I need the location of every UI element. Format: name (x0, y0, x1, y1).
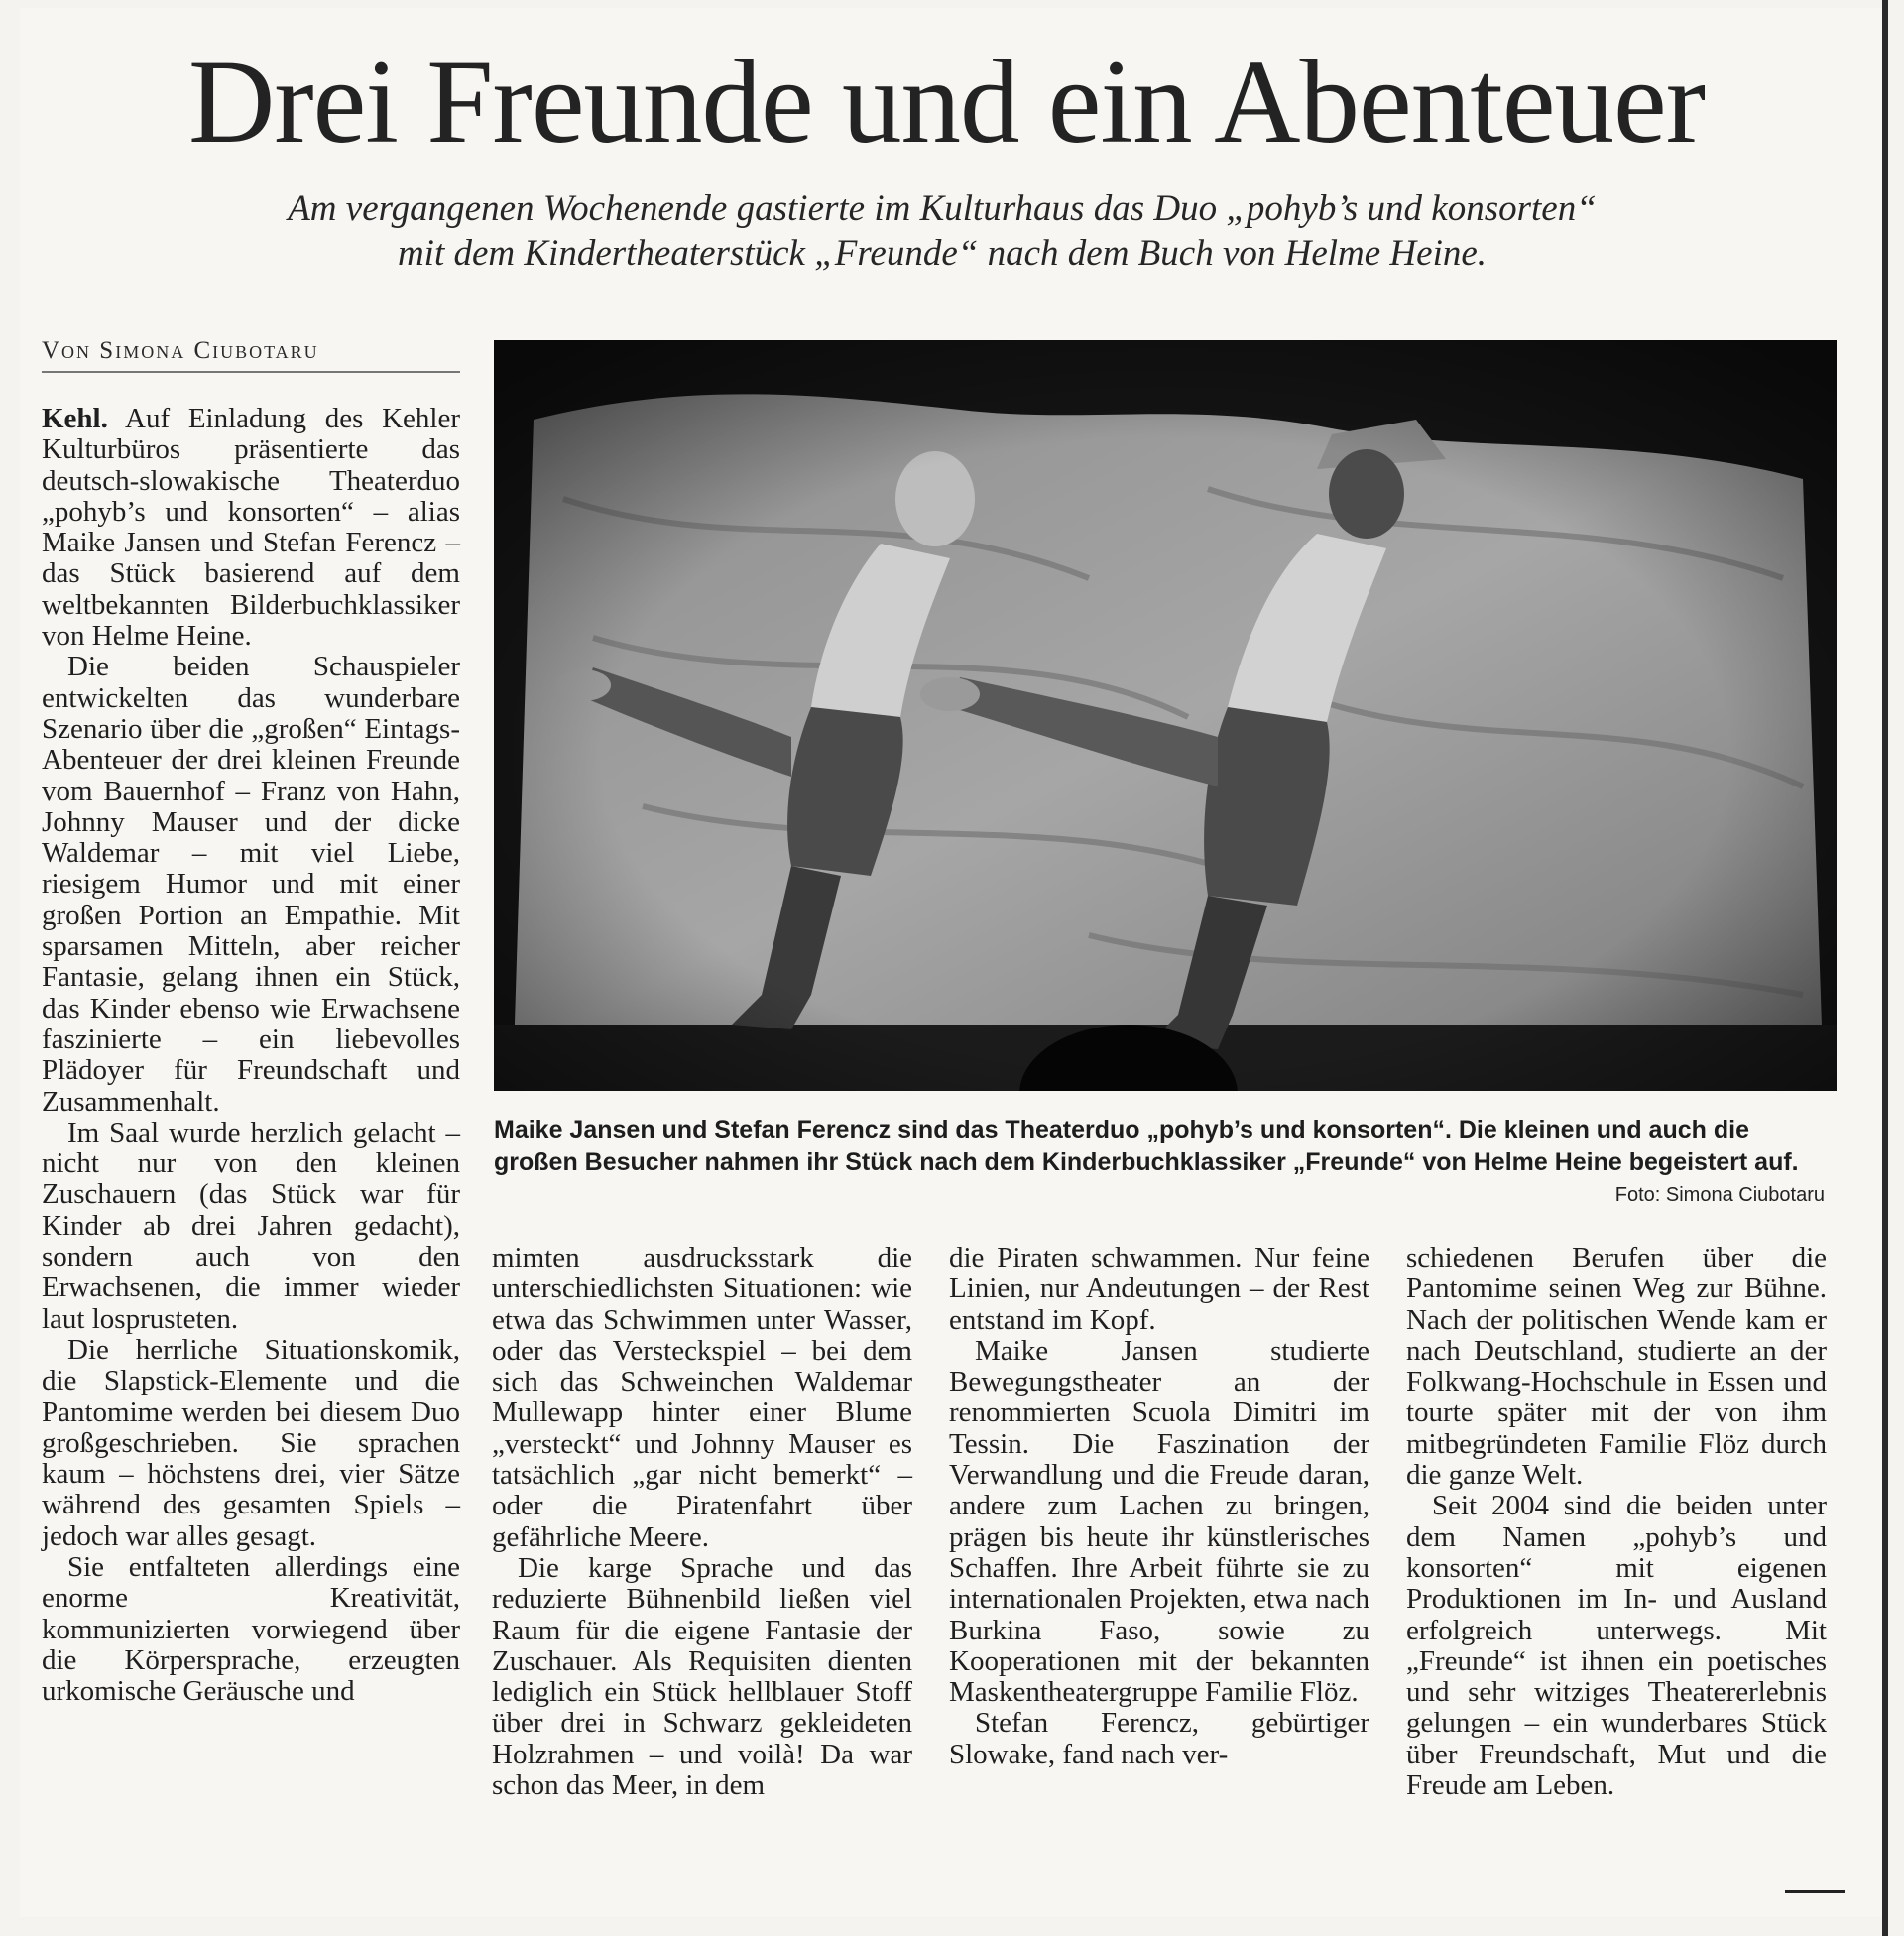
stage-photo-illustration (494, 340, 1837, 1091)
subheadline (188, 186, 1696, 276)
paragraph: Die karge Sprache und das reduzierte Bühnenbild ließen viel Raum für die eigene Fantasie der Zuschauer. Als Requisiten dienten lediglich ein Stück hellblauer Stoff über drei in Schwarz gekleideten Holzrahmen – und voilà! Da war schon das Meer, in dem (492, 1551, 912, 1802)
article-column-1 (42, 404, 460, 1707)
paragraph: Seit 2004 sind die beiden unter dem Namen „pohyb’s und konsorten“ mit eigenen Produktionen im In- und Ausland erfolgreich unterwegs. Mit „Freunde“ ist ihnen ein poetisches und sehr witziges Theatererlebnis gelungen – ein wunderbares Stück über Freundschaft, Mut und die Freude am Leben. (1406, 1490, 1827, 1802)
stage-photo (494, 340, 1837, 1091)
subheadline-line-1: Am vergangenen Wochenende gastierte im Kulturhaus das Duo „pohyb’s und konsorten“ (288, 188, 1597, 229)
scan-edge (1882, 0, 1888, 1936)
paragraph: Die beiden Schauspieler entwickelten das wunderbare Szenario über die „großen“ Eintags-Abenteuer der drei kleinen Freunde vom Bauernhof – Franz von Hahn, Johnny Mauser und der dicke Waldemar – mit viel Liebe, riesigem Humor und mit einer großen Portion an Empathie. Mit sparsamen Mitteln, aber reicher Fantasie, gelang ihnen ein Stück, das Kinder ebenso wie Erwachsene faszinierte – ein liebevolles Plädoyer für Freundschaft und Zusammenhalt. (42, 651, 460, 1118)
paragraph: Im Saal wurde herzlich gelacht – nicht nur von den kleinen Zuschauern (das Stück war für Kinder ab drei Jahren gedacht), sondern auch von den Erwachsenen, die immer wieder laut losprusteten. (42, 1116, 460, 1335)
end-mark (1785, 1890, 1844, 1893)
dateline: Kehl. (42, 403, 108, 434)
article-column-2 (492, 1243, 912, 1801)
article-column-4 (1406, 1243, 1827, 1801)
paragraph: die Piraten schwammen. Nur feine Linien, nur Andeutungen – der Rest entstand im Kopf. (949, 1242, 1369, 1336)
paragraph-text: Auf Einladung des Kehler Kulturbüros präsentierte das deutsch-slowakische Theaterduo „pohyb’s und konsorten“ – alias Maike Jansen und Stefan Ferencz – das Stück basierend auf dem weltbekannten Bilderbuchklassiker von Helme Heine. (42, 403, 461, 653)
paragraph: schiedenen Berufen über die Pantomime seinen Weg zur Bühne. Nach der politischen Wende kam er nach Deutschland, studierte an der Folkwang-Hochschule in Essen und tourte später mit der von ihm mitbegründeten Familie Flöz durch die ganze Welt. (1406, 1242, 1827, 1492)
paragraph: Stefan Ferencz, gebürtiger Slowake, fand nach ver- (949, 1707, 1369, 1770)
paragraph: Maike Jansen studierte Bewegungstheater an der renommierten Scuola Dimitri im Tessin. Die Faszination der Verwandlung und die Freude daran, andere zum Lachen zu bringen, prägen bis heute ihr künstlerisches Schaffen. Ihre Arbeit führte sie zu internationalen Projekten, etwa nach Burkina Faso, sowie zu Kooperationen mit der bekannten Maskentheatergruppe Familie Flöz. (949, 1334, 1369, 1709)
paragraph: Die herrliche Situationskomik, die Slapstick-Elemente und die Pantomime werden bei diesem Duo großgeschrieben. Sie sprachen kaum – höchstens drei, vier Sätze während des gesamten Spiels – jedoch war alles gesagt. (42, 1333, 460, 1552)
paragraph: mimten ausdrucksstark die unterschiedlichsten Situationen: wie etwa das Schwimmen unter Wasser, oder das Versteckspiel – bei dem sich das Schweinchen Waldemar Mullewapp hinter einer Blume „versteckt“ und Johnny Mauser es tatsächlich „gar nicht bemerkt“ – oder die Piratenfahrt über gefährliche Meere. (492, 1242, 912, 1553)
headline: Drei Freunde und ein Abenteuer (188, 36, 1706, 169)
article-column-3 (949, 1243, 1369, 1770)
byline: Von Simona Ciubotaru (42, 337, 460, 373)
photo-credit: Foto: Simona Ciubotaru (1614, 1184, 1825, 1206)
paragraph: Sie entfalteten allerdings eine enorme Kreativität, kommunizierten vorwiegend über die Körpersprache, erzeugten urkomische Geräusche und (42, 1550, 460, 1708)
subheadline-line-2: mit dem Kindertheaterstück „Freunde“ nach dem Buch von Helme Heine. (397, 233, 1488, 274)
paragraph (42, 404, 460, 652)
photo-caption: Maike Jansen und Stefan Ferencz sind das Theaterduo „pohyb’s und konsorten“. Die kleinen und auch die großen Besucher nahmen ihr Stück nach dem Kinderbuchklassiker „Freunde“ von Helme Heine begeistert auf. (494, 1116, 1799, 1176)
